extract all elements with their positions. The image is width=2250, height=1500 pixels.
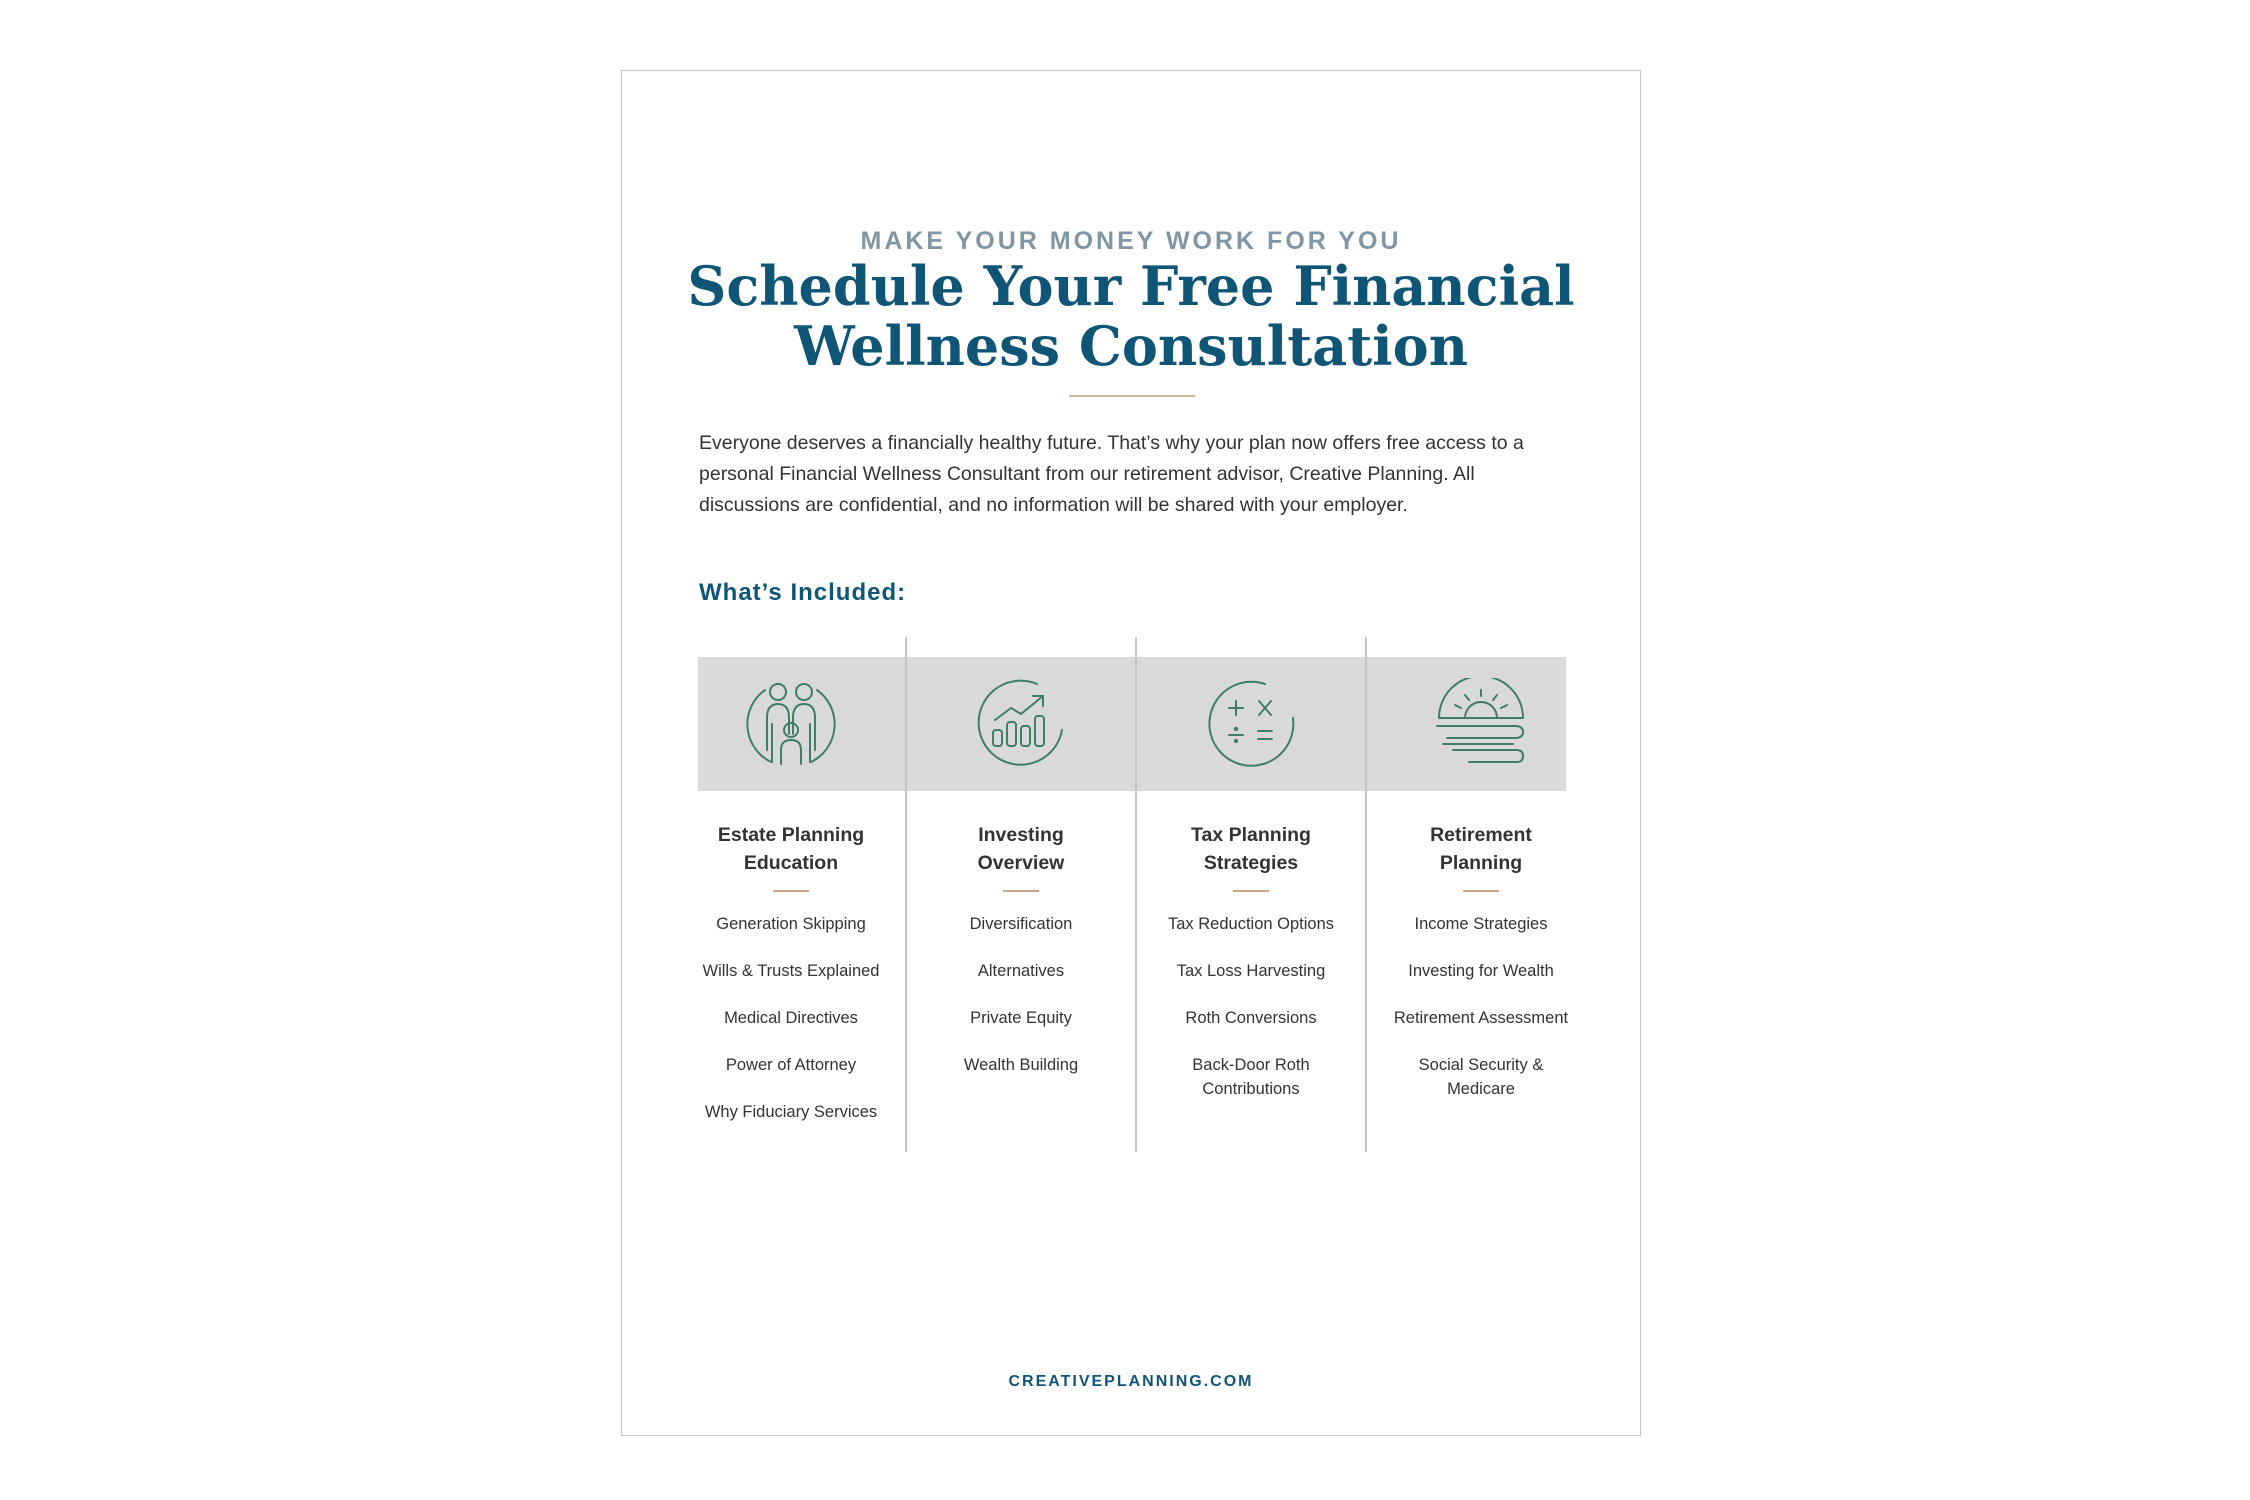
title-line-2: Wellness Consultation bbox=[794, 314, 1468, 378]
document-page bbox=[621, 70, 1641, 1436]
list-item: Roth Conversions bbox=[1185, 1009, 1317, 1027]
column-divider-rule bbox=[1003, 890, 1039, 892]
list-item: Wealth Building bbox=[963, 1056, 1079, 1074]
title-divider bbox=[1069, 395, 1195, 397]
calculator-symbols-icon bbox=[1205, 678, 1297, 770]
list-item: Income Strategies bbox=[1414, 915, 1548, 933]
list-item: Generation Skipping bbox=[716, 915, 866, 933]
list-item: Medical Directives bbox=[724, 1009, 858, 1027]
column-heading: Investing Overview bbox=[977, 824, 1065, 874]
page-title bbox=[622, 256, 1640, 376]
included-heading: What’s Included: bbox=[699, 579, 907, 606]
column-heading: Tax Planning Strategies bbox=[1191, 824, 1311, 874]
list-item: Social Security & Medicare bbox=[1418, 1056, 1544, 1098]
column-divider-rule bbox=[1233, 890, 1269, 892]
list-item: Power of Attorney bbox=[725, 1056, 857, 1074]
list-item: Investing for Wealth bbox=[1408, 962, 1554, 980]
column-investing bbox=[906, 657, 1136, 1100]
list-item: Tax Loss Harvesting bbox=[1176, 962, 1326, 980]
family-icon bbox=[745, 678, 837, 770]
topic-list bbox=[676, 912, 906, 1124]
list-item: Wills & Trusts Explained bbox=[702, 962, 880, 980]
column-divider-rule bbox=[773, 890, 809, 892]
column-heading: Retirement Planning bbox=[1430, 824, 1532, 874]
column-tax-planning bbox=[1136, 657, 1366, 1124]
list-item: Back-Door Roth Contributions bbox=[1192, 1056, 1310, 1098]
topic-list bbox=[1136, 912, 1366, 1101]
column-estate-planning bbox=[676, 657, 906, 1147]
topic-list bbox=[906, 912, 1136, 1077]
list-item: Why Fiduciary Services bbox=[704, 1103, 878, 1121]
sunset-icon bbox=[1435, 678, 1527, 770]
list-item: Retirement Assessment bbox=[1393, 1009, 1569, 1027]
intro-paragraph: Everyone deserves a financially healthy future. That’s why your plan now offers free access to a personal Financial Wellness Consultant from our retirement advisor, Creative Planning. All discussions are confidential, and no information will be shared with your employer. bbox=[699, 432, 1524, 516]
website-link[interactable]: CREATIVEPLANNING.COM bbox=[1008, 1373, 1254, 1390]
topic-list bbox=[1366, 912, 1596, 1101]
eyebrow-text: MAKE YOUR MONEY WORK FOR YOU bbox=[860, 227, 1402, 255]
growth-chart-icon bbox=[975, 678, 1067, 770]
list-item: Tax Reduction Options bbox=[1167, 915, 1334, 933]
column-heading: Estate Planning Education bbox=[717, 824, 865, 874]
column-retirement bbox=[1366, 657, 1596, 1124]
title-line-1: Schedule Your Free Financial bbox=[687, 254, 1575, 318]
list-item: Alternatives bbox=[977, 962, 1065, 980]
list-item: Private Equity bbox=[970, 1009, 1072, 1027]
column-divider-rule bbox=[1463, 890, 1499, 892]
list-item: Diversification bbox=[969, 915, 1073, 933]
